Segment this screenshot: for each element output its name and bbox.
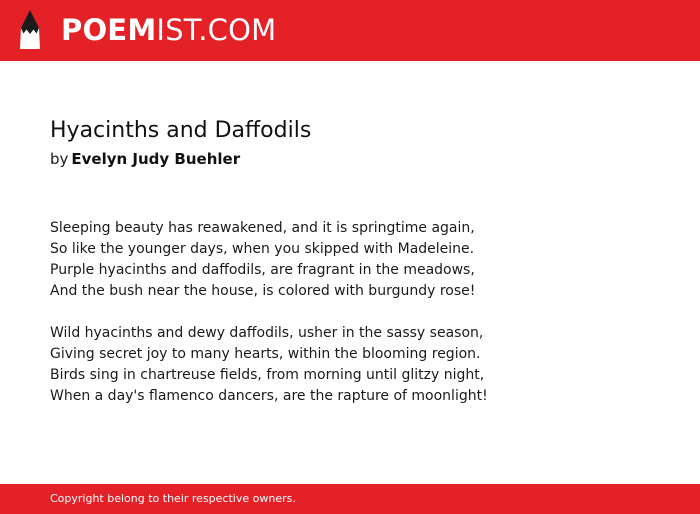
poem-line: And the bush near the house, is colored with burgundy rose! — [50, 283, 476, 299]
poem-line: So like the younger days, when you skipped with Madeleine. — [50, 241, 475, 257]
poem-title: Hyacinths and Daffodils — [50, 118, 312, 143]
copyright-text: Copyright belong to their respective owners. — [50, 492, 296, 505]
poem-line: Purple hyacinths and daffodils, are fragrant in the meadows, — [50, 262, 475, 278]
poem-line: When a day's flamenco dancers, are the rapture of moonlight! — [50, 388, 488, 404]
poem-body — [50, 218, 610, 428]
stanza-2 — [50, 323, 610, 407]
byline-label: by — [50, 150, 69, 168]
poem-line: Wild hyacinths and dewy daffodils, usher in the sassy season, — [50, 325, 484, 341]
logo-bold-text: POEM — [61, 12, 157, 47]
author-name[interactable]: Evelyn Judy Buehler — [71, 150, 241, 168]
poem-line: Sleeping beauty has reawakened, and it is springtime again, — [50, 220, 475, 236]
byline — [50, 149, 240, 169]
site-logo-text — [61, 12, 277, 47]
poem-line: Birds sing in chartreuse fields, from morning until glitzy night, — [50, 367, 485, 383]
pencil-tip-icon — [18, 9, 42, 51]
stanza-1 — [50, 218, 610, 302]
site-logo-link[interactable] — [18, 8, 276, 52]
site-footer — [0, 484, 700, 514]
poem-line: Giving secret joy to many hearts, within the blooming region. — [50, 346, 481, 362]
site-header — [0, 0, 700, 61]
logo-light-text: IST.COM — [156, 12, 277, 47]
